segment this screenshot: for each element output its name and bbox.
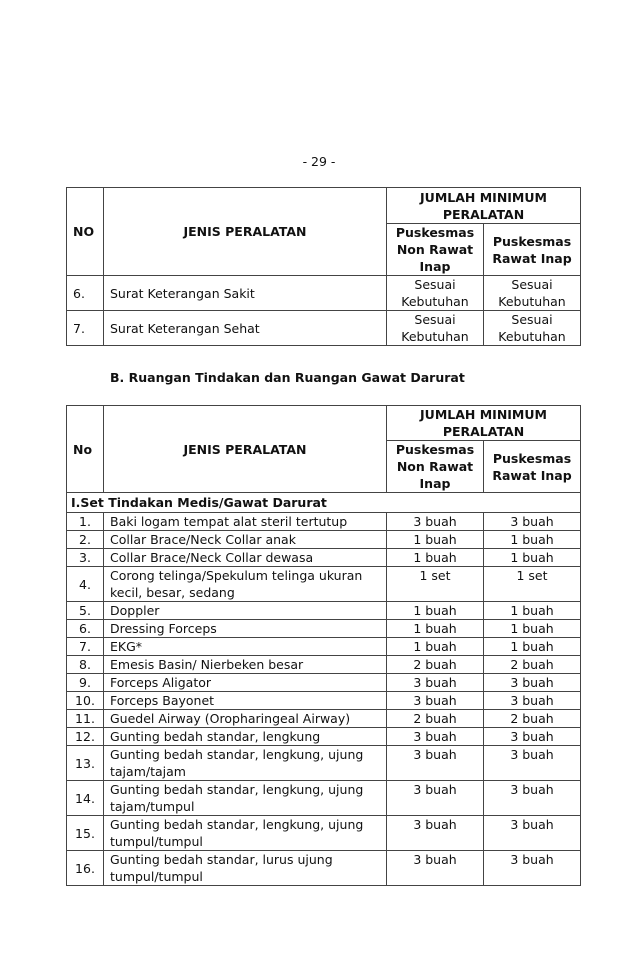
section-title: I.Set Tindakan Medis/Gawat Darurat xyxy=(67,493,581,513)
table-row xyxy=(67,276,581,311)
row-non-rawat: 3 buah xyxy=(387,513,484,531)
row-rawat: 3 buah xyxy=(484,728,581,746)
table-row xyxy=(67,513,581,531)
row-rawat: 2 buah xyxy=(484,710,581,728)
row-item: EKG* xyxy=(104,638,387,656)
row-non-rawat: 1 buah xyxy=(387,531,484,549)
table-row xyxy=(67,311,581,346)
row-item: Baki logam tempat alat steril tertutup xyxy=(104,513,387,531)
row-rawat: 3 buah xyxy=(484,692,581,710)
row-non-rawat: 1 buah xyxy=(387,638,484,656)
table-row xyxy=(67,567,581,602)
row-rawat: 1 buah xyxy=(484,602,581,620)
row-number: 11. xyxy=(67,710,104,728)
header-no: NO xyxy=(67,188,104,276)
table-row xyxy=(67,816,581,851)
table-row xyxy=(67,602,581,620)
row-item: Corong telinga/Spekulum telinga ukuran kecil, besar, sedang xyxy=(104,567,387,602)
table-row xyxy=(67,781,581,816)
row-number: 7. xyxy=(67,311,104,346)
row-non-rawat: 2 buah xyxy=(387,656,484,674)
row-item: Dressing Forceps xyxy=(104,620,387,638)
row-item: Collar Brace/Neck Collar dewasa xyxy=(104,549,387,567)
row-rawat: Sesuai Kebutuhan xyxy=(484,311,581,346)
row-item: Surat Keterangan Sehat xyxy=(104,311,387,346)
row-number: 12. xyxy=(67,728,104,746)
row-non-rawat: 1 set xyxy=(387,567,484,602)
row-item: Surat Keterangan Sakit xyxy=(104,276,387,311)
table-row xyxy=(67,620,581,638)
row-non-rawat: 1 buah xyxy=(387,620,484,638)
row-number: 9. xyxy=(67,674,104,692)
row-item: Collar Brace/Neck Collar anak xyxy=(104,531,387,549)
row-number: 13. xyxy=(67,746,104,781)
row-number: 6. xyxy=(67,620,104,638)
header-jumlah-minimum: JUMLAH MINIMUM PERALATAN xyxy=(387,406,581,441)
row-number: 4. xyxy=(67,567,104,602)
table-row xyxy=(67,851,581,886)
row-item: Gunting bedah standar, lengkung, ujung tajam/tumpul xyxy=(104,781,387,816)
row-number: 15. xyxy=(67,816,104,851)
row-item: Forceps Bayonet xyxy=(104,692,387,710)
table-row xyxy=(67,728,581,746)
row-number: 6. xyxy=(67,276,104,311)
row-non-rawat: 2 buah xyxy=(387,710,484,728)
header-non-rawat-inap: Puskesmas Non Rawat Inap xyxy=(387,441,484,493)
header-rawat-inap: Puskesmas Rawat Inap xyxy=(484,224,581,276)
row-number: 3. xyxy=(67,549,104,567)
row-rawat: 1 set xyxy=(484,567,581,602)
row-non-rawat: Sesuai Kebutuhan xyxy=(387,276,484,311)
row-item: Gunting bedah standar, lengkung, ujung tumpul/tumpul xyxy=(104,816,387,851)
header-jenis-peralatan: JENIS PERALATAN xyxy=(104,406,387,493)
row-item: Guedel Airway (Oropharingeal Airway) xyxy=(104,710,387,728)
row-rawat: 1 buah xyxy=(484,531,581,549)
header-rawat-inap: Puskesmas Rawat Inap xyxy=(484,441,581,493)
row-number: 14. xyxy=(67,781,104,816)
row-number: 7. xyxy=(67,638,104,656)
header-jumlah-minimum: JUMLAH MINIMUM PERALATAN xyxy=(387,188,581,224)
row-rawat: 1 buah xyxy=(484,620,581,638)
row-item: Gunting bedah standar, lengkung xyxy=(104,728,387,746)
row-non-rawat: 1 buah xyxy=(387,549,484,567)
row-item: Gunting bedah standar, lurus ujung tumpul/tumpul xyxy=(104,851,387,886)
row-rawat: 3 buah xyxy=(484,674,581,692)
row-rawat: 3 buah xyxy=(484,513,581,531)
row-number: 10. xyxy=(67,692,104,710)
table-row xyxy=(67,674,581,692)
table-row xyxy=(67,638,581,656)
row-non-rawat: Sesuai Kebutuhan xyxy=(387,311,484,346)
row-item: Forceps Aligator xyxy=(104,674,387,692)
row-non-rawat: 3 buah xyxy=(387,781,484,816)
row-rawat: 3 buah xyxy=(484,746,581,781)
page-number: - 29 - xyxy=(302,154,336,169)
row-item: Doppler xyxy=(104,602,387,620)
header-non-rawat-inap: Puskesmas Non Rawat Inap xyxy=(387,224,484,276)
row-rawat: 3 buah xyxy=(484,816,581,851)
header-jenis-peralatan: JENIS PERALATAN xyxy=(104,188,387,276)
row-non-rawat: 1 buah xyxy=(387,602,484,620)
row-number: 2. xyxy=(67,531,104,549)
section-heading: B. Ruangan Tindakan dan Ruangan Gawat Darurat xyxy=(110,370,465,385)
row-non-rawat: 3 buah xyxy=(387,746,484,781)
row-number: 5. xyxy=(67,602,104,620)
row-number: 8. xyxy=(67,656,104,674)
table-row xyxy=(67,746,581,781)
row-rawat: 2 buah xyxy=(484,656,581,674)
row-rawat: 3 buah xyxy=(484,851,581,886)
table-row xyxy=(67,710,581,728)
row-item: Emesis Basin/ Nierbeken besar xyxy=(104,656,387,674)
table-row xyxy=(67,549,581,567)
equipment-table-2 xyxy=(66,405,581,886)
row-rawat: Sesuai Kebutuhan xyxy=(484,276,581,311)
table-row xyxy=(67,692,581,710)
row-non-rawat: 3 buah xyxy=(387,692,484,710)
row-rawat: 1 buah xyxy=(484,549,581,567)
row-number: 1. xyxy=(67,513,104,531)
row-rawat: 3 buah xyxy=(484,781,581,816)
table-row xyxy=(67,656,581,674)
equipment-table-1 xyxy=(66,187,581,346)
row-non-rawat: 3 buah xyxy=(387,816,484,851)
row-rawat: 1 buah xyxy=(484,638,581,656)
header-no: No xyxy=(67,406,104,493)
row-non-rawat: 3 buah xyxy=(387,728,484,746)
row-non-rawat: 3 buah xyxy=(387,851,484,886)
row-number: 16. xyxy=(67,851,104,886)
table-row xyxy=(67,531,581,549)
row-item: Gunting bedah standar, lengkung, ujung tajam/tajam xyxy=(104,746,387,781)
row-non-rawat: 3 buah xyxy=(387,674,484,692)
